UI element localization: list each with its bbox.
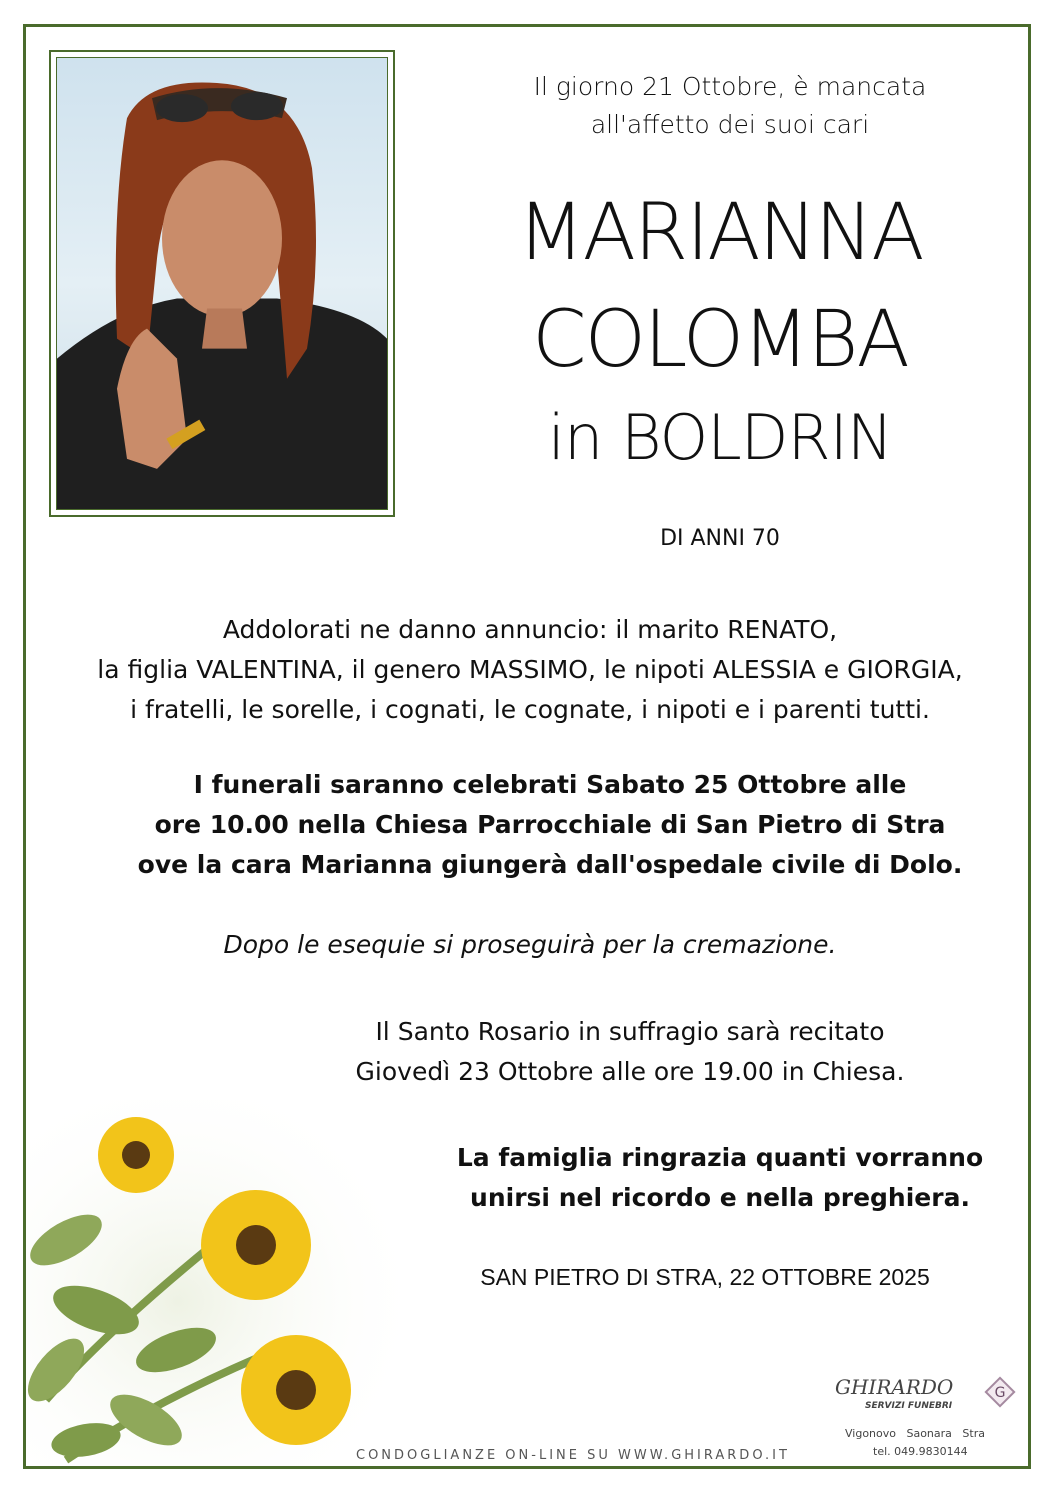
family-thanks — [400, 1138, 1040, 1218]
announcement-line: i fratelli, le sorelle, i cognati, le cognate, i nipoti e i parenti tutti. — [130, 695, 930, 724]
rosary-line: Giovedì 23 Ottobre alle ore 19.00 in Chiesa. — [355, 1057, 905, 1086]
funeral-details — [40, 765, 1058, 885]
announcement-line: Addolorati ne danno annuncio: il marito RENATO, — [222, 615, 838, 644]
logo-towns: Vigonovo Saonara Stra — [845, 1427, 985, 1440]
logo-name: GHIRARDO — [835, 1375, 954, 1399]
cremation-note: Dopo le esequie si proseguirà per la cremazione. — [223, 930, 837, 959]
intro-text — [470, 68, 990, 144]
logo-subtitle: SERVIZI FUNEBRI — [865, 1401, 953, 1411]
sunflowers-image — [26, 1100, 406, 1466]
rosary-details — [260, 1012, 1000, 1092]
portrait-photo — [49, 50, 395, 517]
deceased-surname: COLOMBA — [532, 295, 908, 385]
condolences-link[interactable]: CONDOGLIANZE ON-LINE SU WWW.GHIRARDO.IT — [356, 1448, 790, 1463]
portrait-image — [56, 57, 388, 510]
thanks-line: La famiglia ringrazia quanti vorranno — [456, 1143, 984, 1172]
deceased-first-name: MARIANNA — [517, 188, 923, 278]
thanks-line: unirsi nel ricordo e nella preghiera. — [470, 1183, 970, 1212]
diamond-logo-icon — [983, 1375, 1017, 1409]
funeral-home-logo — [835, 1375, 1035, 1465]
intro-line: Il giorno 21 Ottobre, è mancata — [533, 72, 927, 101]
age-text: DI ANNI 70 — [660, 526, 780, 551]
funeral-line: ove la cara Marianna giungerà dall'ospedale civile di Dolo. — [137, 850, 963, 879]
logo-phone: tel. 049.9830144 — [873, 1445, 968, 1458]
funeral-line: I funerali saranno celebrati Sabato 25 Ottobre alle — [193, 770, 907, 799]
funeral-line: ore 10.00 nella Chiesa Parrocchiale di San Pietro di Stra — [154, 810, 946, 839]
place-and-date: SAN PIETRO DI STRA, 22 OTTOBRE 2025 — [480, 1264, 930, 1290]
intro-line: all'affetto dei suoi cari — [590, 110, 870, 139]
logo-mark-text: G — [994, 1385, 1006, 1401]
announcement-text — [40, 610, 1020, 730]
announcement-line: la figlia VALENTINA, il genero MASSIMO, le nipoti ALESSIA e GIORGIA, — [97, 655, 963, 684]
rosary-line: Il Santo Rosario in suffragio sarà recitato — [375, 1017, 885, 1046]
deceased-married-name: in BOLDRIN — [547, 401, 893, 474]
